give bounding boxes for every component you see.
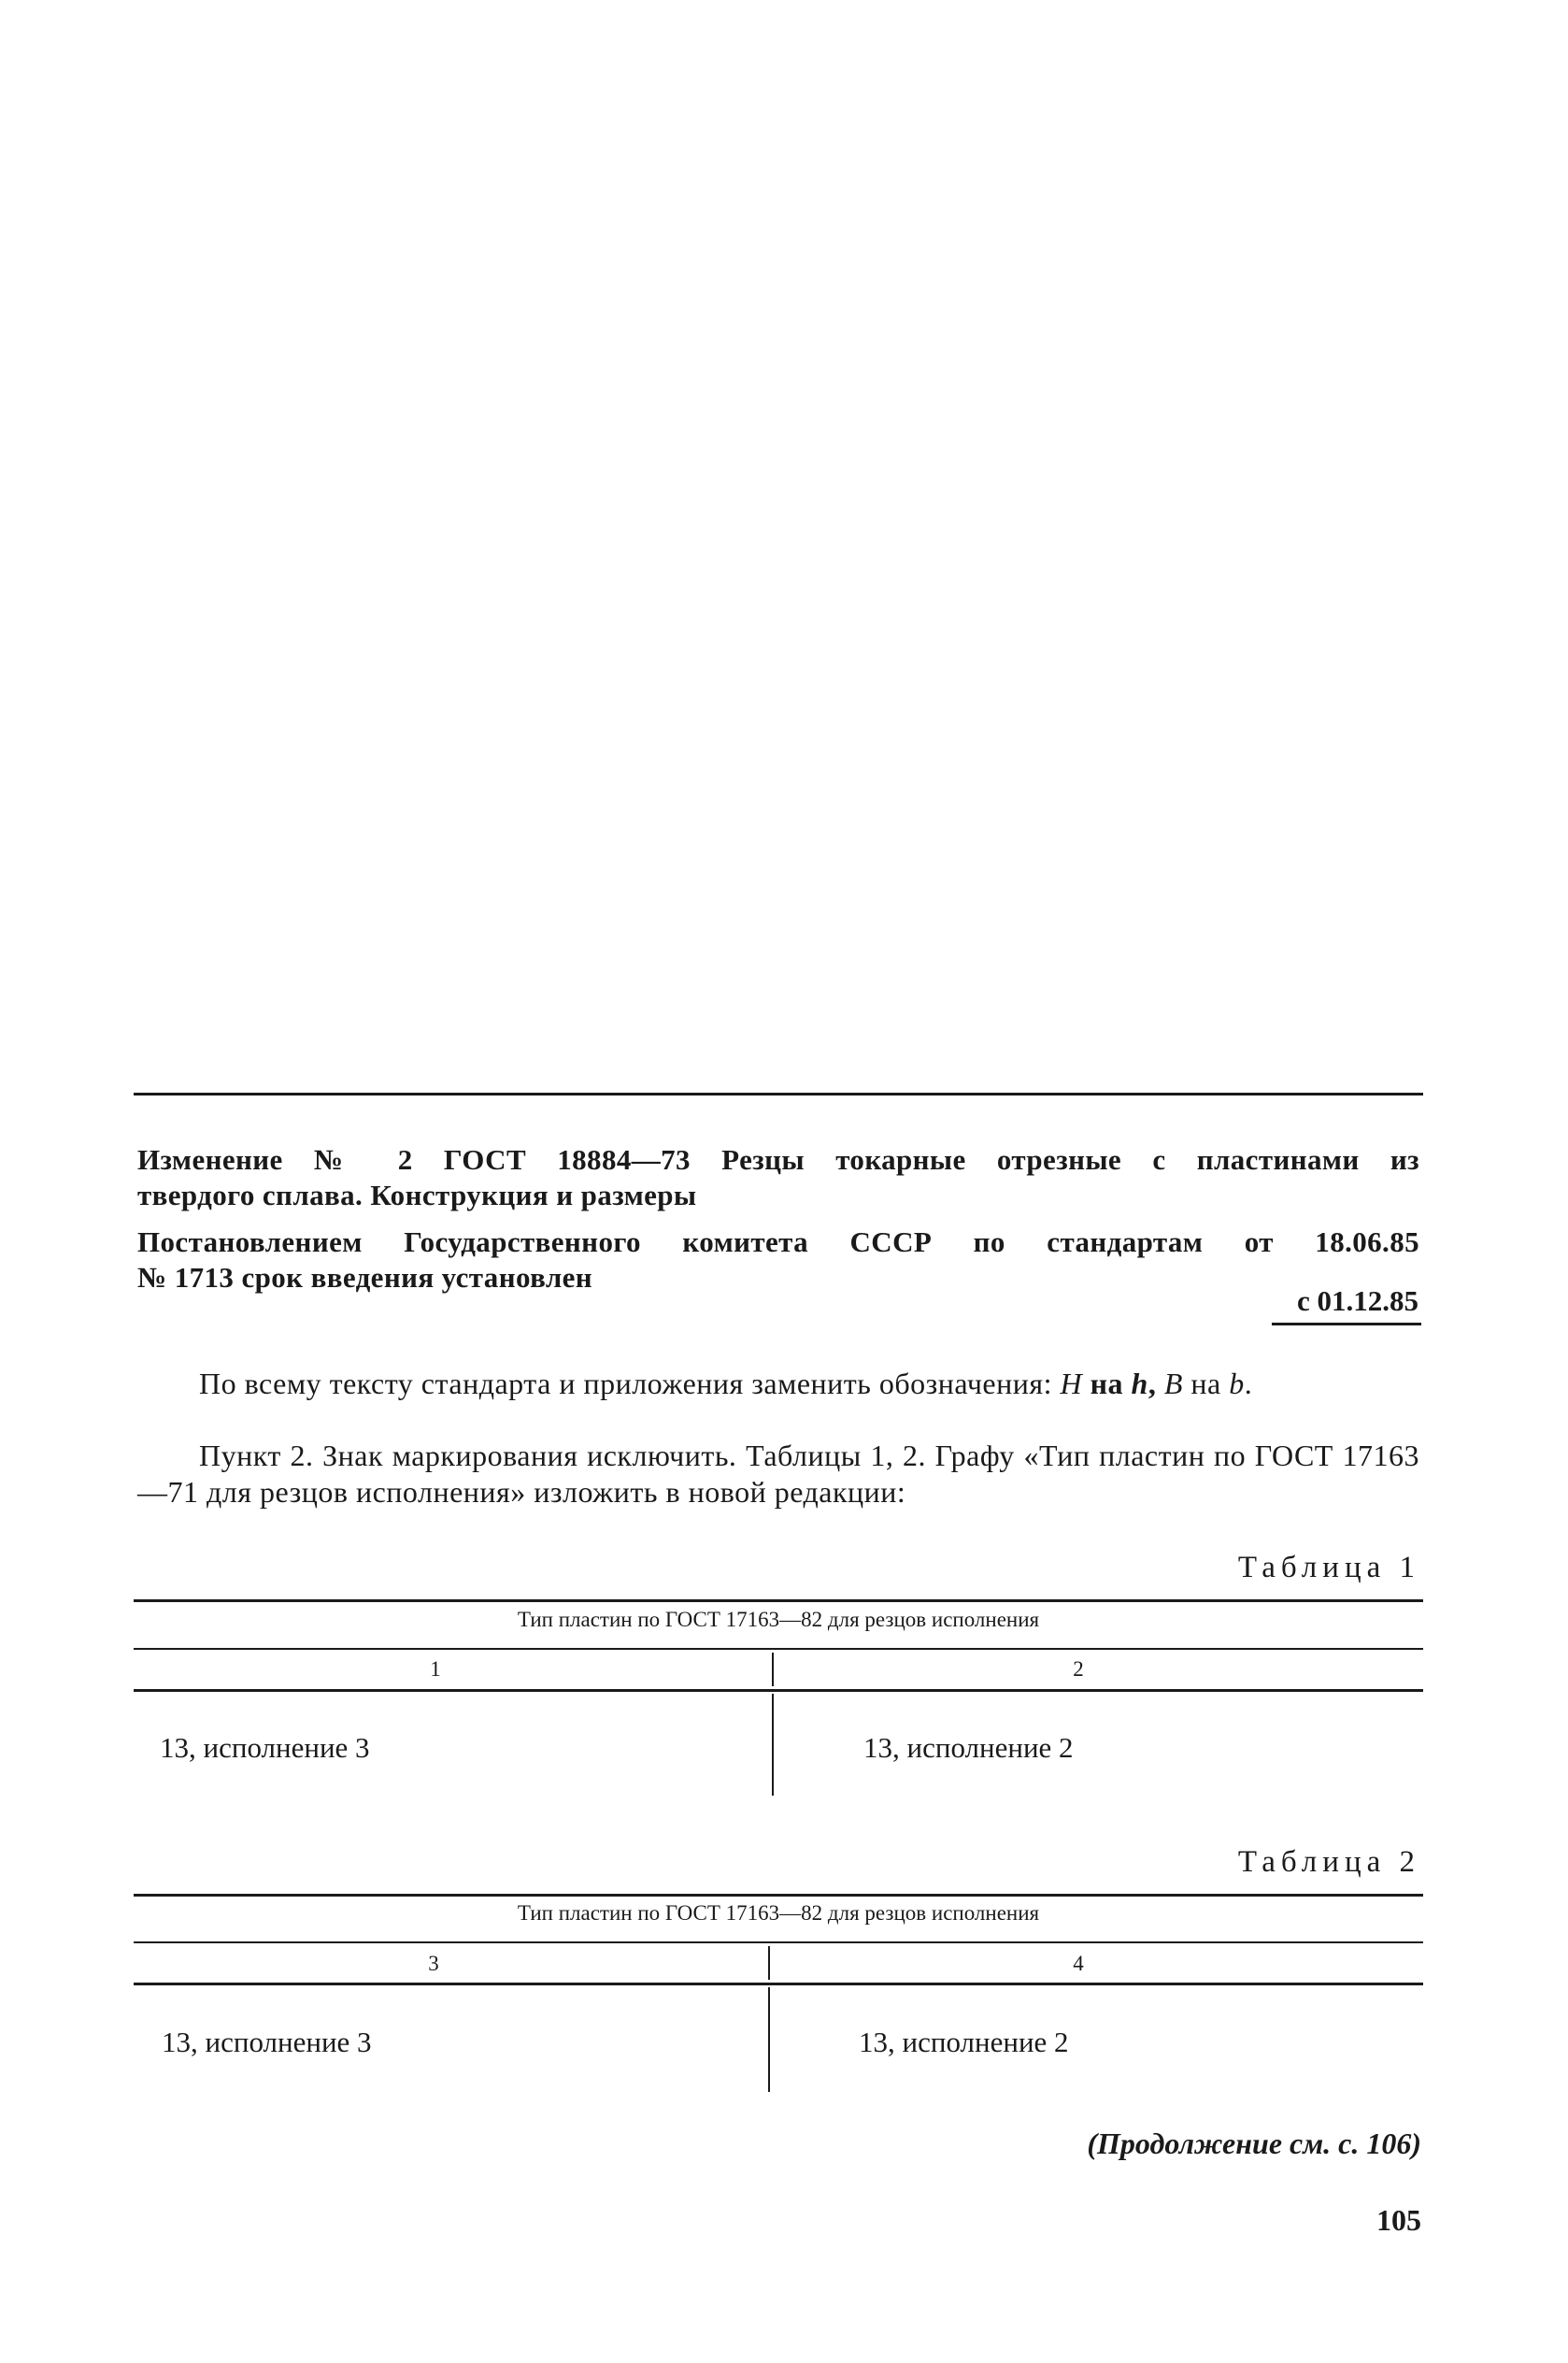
table2-cell-2: 13, исполнение 2 — [859, 2026, 1069, 2058]
title-line-1: Изменение № 2 ГОСТ 18884—73 Резцы токарные отрезные с пластинами из — [137, 1143, 1419, 1176]
table1-col-number-1: 1 — [430, 1657, 441, 1681]
table1-header-rule — [134, 1648, 1423, 1650]
table2-col-number-3: 3 — [428, 1952, 439, 1975]
p1-comma: , — [1147, 1367, 1157, 1400]
table2-header: Тип пластин по ГОСТ 17163—82 для резцов исполнения — [517, 1901, 1040, 1925]
table1-caption: Таблица 1 — [1237, 1551, 1420, 1584]
decree-line-1: Постановлением Государственного комитета СССР по стандартам от 18.06.85 — [137, 1225, 1419, 1258]
table1-divider-top — [772, 1653, 774, 1686]
table1-cell-2: 13, исполнение 2 — [863, 1731, 1074, 1764]
effective-date-underline — [1272, 1323, 1421, 1325]
p1-symbol-H: Н — [1060, 1367, 1083, 1400]
table2-colnum-rule — [134, 1983, 1423, 1985]
paragraph-1 — [137, 1366, 1419, 1402]
table2-cell-1: 13, исполнение 3 — [162, 2026, 372, 2058]
p1-symbol-b: b — [1229, 1367, 1245, 1400]
table2-top-rule — [134, 1894, 1423, 1897]
top-rule — [134, 1093, 1423, 1096]
table1-colnum-rule — [134, 1689, 1423, 1692]
continuation-note: (Продолжение см. с. 106) — [1087, 2127, 1421, 2160]
table1-col-number-2: 2 — [1073, 1657, 1084, 1681]
effective-date: с 01.12.85 — [1296, 1284, 1418, 1317]
table1-header: Тип пластин по ГОСТ 17163—82 для резцов исполнения — [517, 1608, 1040, 1631]
p1-end: . — [1244, 1367, 1253, 1400]
table1-cell-1: 13, исполнение 3 — [160, 1731, 370, 1764]
table2-divider-top — [768, 1946, 770, 1980]
p1-na-1: на — [1082, 1367, 1132, 1400]
p1-start: По всему тексту стандарта и приложения заменить обозначения: — [199, 1367, 1061, 1400]
table2-header-rule — [134, 1941, 1423, 1943]
document-title — [137, 1142, 1419, 1213]
decree — [137, 1224, 1419, 1296]
decree-line-2: № 1713 срок введения установлен — [137, 1261, 593, 1294]
p1-symbol-B: В — [1163, 1367, 1183, 1400]
table2-caption: Таблица 2 — [1237, 1845, 1420, 1879]
p1-symbol-h: h — [1131, 1367, 1148, 1400]
p1-na-2: на — [1182, 1367, 1230, 1400]
page-number: 105 — [1376, 2203, 1421, 2237]
table1-top-rule — [134, 1599, 1423, 1602]
table2-divider — [768, 1987, 770, 2092]
table2-col-number-4: 4 — [1073, 1952, 1084, 1975]
paragraph-2: Пункт 2. Знак маркирования исключить. Таблицы 1, 2. Графу «Тип пластин по ГОСТ 17163—71 для резцов исполнения» изложить в новой редакции: — [137, 1439, 1419, 1509]
title-line-2: твердого сплава. Конструкция и размеры — [137, 1179, 697, 1211]
table1-divider — [772, 1694, 774, 1796]
